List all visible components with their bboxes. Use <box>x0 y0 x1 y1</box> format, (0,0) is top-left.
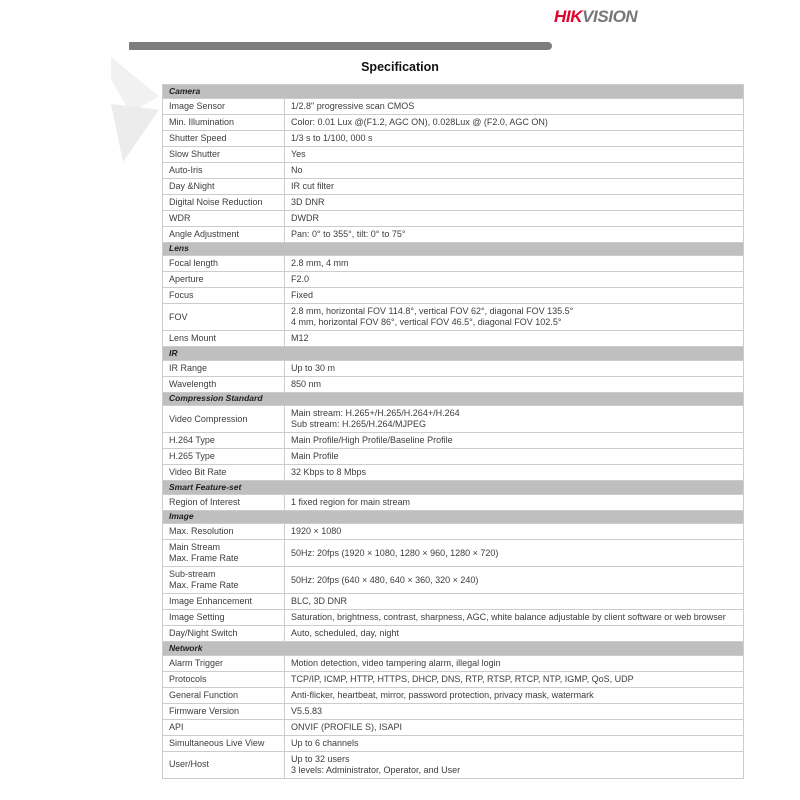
section-header-label: Lens <box>163 242 744 256</box>
spec-row <box>163 360 744 376</box>
spec-label: FOV <box>163 304 285 331</box>
section-header-row <box>163 85 744 99</box>
spec-label: Min. Illumination <box>163 114 285 130</box>
spec-value: Saturation, brightness, contrast, sharpness, AGC, white balance adjustable by client software or web browser <box>285 610 744 626</box>
spec-row <box>163 494 744 510</box>
spec-label: Alarm Trigger <box>163 655 285 671</box>
spec-row <box>163 540 744 567</box>
spec-value: Motion detection, video tampering alarm, illegal login <box>285 655 744 671</box>
section-header-row <box>163 510 744 524</box>
spec-label: Video Bit Rate <box>163 465 285 481</box>
spec-label: Region of Interest <box>163 494 285 510</box>
spec-row <box>163 687 744 703</box>
spec-row <box>163 594 744 610</box>
spec-value: 1/3 s to 1/100, 000 s <box>285 130 744 146</box>
spec-row <box>163 376 744 392</box>
spec-label: Digital Noise Reduction <box>163 194 285 210</box>
spec-label: General Function <box>163 687 285 703</box>
spec-value: TCP/IP, ICMP, HTTP, HTTPS, DHCP, DNS, RTP, RTSP, RTCP, NTP, IGMP, QoS, UDP <box>285 671 744 687</box>
spec-label: Shutter Speed <box>163 130 285 146</box>
spec-label: WDR <box>163 210 285 226</box>
spec-row <box>163 256 744 272</box>
spec-value: 850 nm <box>285 376 744 392</box>
spec-row <box>163 331 744 347</box>
spec-value: 3D DNR <box>285 194 744 210</box>
spec-value: Anti-flicker, heartbeat, mirror, password protection, privacy mask, watermark <box>285 687 744 703</box>
section-header-row <box>163 347 744 361</box>
spec-table-body <box>163 85 744 779</box>
spec-row <box>163 146 744 162</box>
spec-row <box>163 178 744 194</box>
spec-label: Day/Night Switch <box>163 626 285 642</box>
spec-label: H.264 Type <box>163 433 285 449</box>
logo-vision-text: VISION <box>582 7 638 26</box>
spec-table <box>162 84 744 779</box>
spec-value: 50Hz: 20fps (1920 × 1080, 1280 × 960, 1280 × 720) <box>285 540 744 567</box>
spec-label: User/Host <box>163 751 285 778</box>
spec-row <box>163 655 744 671</box>
spec-label: Firmware Version <box>163 703 285 719</box>
spec-value: No <box>285 162 744 178</box>
spec-row <box>163 449 744 465</box>
spec-value: 32 Kbps to 8 Mbps <box>285 465 744 481</box>
section-header-label: IR <box>163 347 744 361</box>
spec-value: 1 fixed region for main stream <box>285 494 744 510</box>
spec-value: 2.8 mm, 4 mm <box>285 256 744 272</box>
spec-label: Image Sensor <box>163 98 285 114</box>
section-header-label: Network <box>163 642 744 656</box>
spec-label: Main Stream Max. Frame Rate <box>163 540 285 567</box>
spec-label: Day &Night <box>163 178 285 194</box>
spec-row <box>163 610 744 626</box>
spec-row <box>163 114 744 130</box>
spec-label: H.265 Type <box>163 449 285 465</box>
spec-label: Auto-Iris <box>163 162 285 178</box>
spec-value: Up to 32 users 3 levels: Administrator, Operator, and User <box>285 751 744 778</box>
spec-row <box>163 626 744 642</box>
spec-row <box>163 162 744 178</box>
spec-label: IR Range <box>163 360 285 376</box>
section-header-label: Image <box>163 510 744 524</box>
spec-label: Protocols <box>163 671 285 687</box>
spec-row <box>163 194 744 210</box>
spec-label: Image Setting <box>163 610 285 626</box>
section-header-row <box>163 481 744 495</box>
spec-value: Color: 0.01 Lux @(F1.2, AGC ON), 0.028Lux @ (F2.0, AGC ON) <box>285 114 744 130</box>
spec-value: Fixed <box>285 288 744 304</box>
spec-row <box>163 406 744 433</box>
spec-value: Main Profile <box>285 449 744 465</box>
spec-row <box>163 210 744 226</box>
spec-label: API <box>163 719 285 735</box>
spec-label: Aperture <box>163 272 285 288</box>
spec-row <box>163 703 744 719</box>
spec-value: BLC, 3D DNR <box>285 594 744 610</box>
spec-row <box>163 433 744 449</box>
spec-value: Auto, scheduled, day, night <box>285 626 744 642</box>
logo-hik-text: HIK <box>554 7 583 26</box>
spec-value: 1920 × 1080 <box>285 524 744 540</box>
spec-value: V5.5.83 <box>285 703 744 719</box>
spec-value: 2.8 mm, horizontal FOV 114.8°, vertical FOV 62°, diagonal FOV 135.5° 4 mm, horizontal FOV 86°, vertical FOV 46.5°, diagonal FOV 102.5° <box>285 304 744 331</box>
spec-value: Up to 6 channels <box>285 735 744 751</box>
spec-row <box>163 272 744 288</box>
spec-value: Yes <box>285 146 744 162</box>
spec-value: IR cut filter <box>285 178 744 194</box>
section-header-row <box>163 242 744 256</box>
spec-value: M12 <box>285 331 744 347</box>
section-header-label: Compression Standard <box>163 392 744 406</box>
spec-label: Angle Adjustment <box>163 226 285 242</box>
spec-row <box>163 98 744 114</box>
spec-value: 50Hz: 20fps (640 × 480, 640 × 360, 320 × 240) <box>285 567 744 594</box>
spec-label: Image Enhancement <box>163 594 285 610</box>
watermark-fold-icon <box>111 104 159 162</box>
spec-row <box>163 465 744 481</box>
spec-value: Pan: 0° to 355°, tilt: 0° to 75° <box>285 226 744 242</box>
spec-value: 1/2.8" progressive scan CMOS <box>285 98 744 114</box>
page-title: Specification <box>361 60 439 74</box>
spec-label: Focus <box>163 288 285 304</box>
spec-row <box>163 226 744 242</box>
spec-row <box>163 524 744 540</box>
spec-value: Main Profile/High Profile/Baseline Profile <box>285 433 744 449</box>
spec-row <box>163 751 744 778</box>
spec-row <box>163 567 744 594</box>
spec-value: Up to 30 m <box>285 360 744 376</box>
spec-label: Video Compression <box>163 406 285 433</box>
spec-value: F2.0 <box>285 272 744 288</box>
spec-row <box>163 130 744 146</box>
spec-label: Wavelength <box>163 376 285 392</box>
spec-value: Main stream: H.265+/H.265/H.264+/H.264 Sub stream: H.265/H.264/MJPEG <box>285 406 744 433</box>
spec-row <box>163 671 744 687</box>
spec-row <box>163 288 744 304</box>
section-header-label: Smart Feature-set <box>163 481 744 495</box>
spec-value: DWDR <box>285 210 744 226</box>
spec-row <box>163 719 744 735</box>
section-header-row <box>163 642 744 656</box>
section-header-row <box>163 392 744 406</box>
spec-label: Slow Shutter <box>163 146 285 162</box>
spec-label: Max. Resolution <box>163 524 285 540</box>
spec-label: Focal length <box>163 256 285 272</box>
spec-label: Simultaneous Live View <box>163 735 285 751</box>
spec-row <box>163 735 744 751</box>
section-header-label: Camera <box>163 85 744 99</box>
spec-row <box>163 304 744 331</box>
hikvision-logo <box>554 7 637 27</box>
header-divider-bar <box>129 42 552 50</box>
spec-label: Sub-stream Max. Frame Rate <box>163 567 285 594</box>
spec-value: ONVIF (PROFILE S), ISAPI <box>285 719 744 735</box>
spec-label: Lens Mount <box>163 331 285 347</box>
